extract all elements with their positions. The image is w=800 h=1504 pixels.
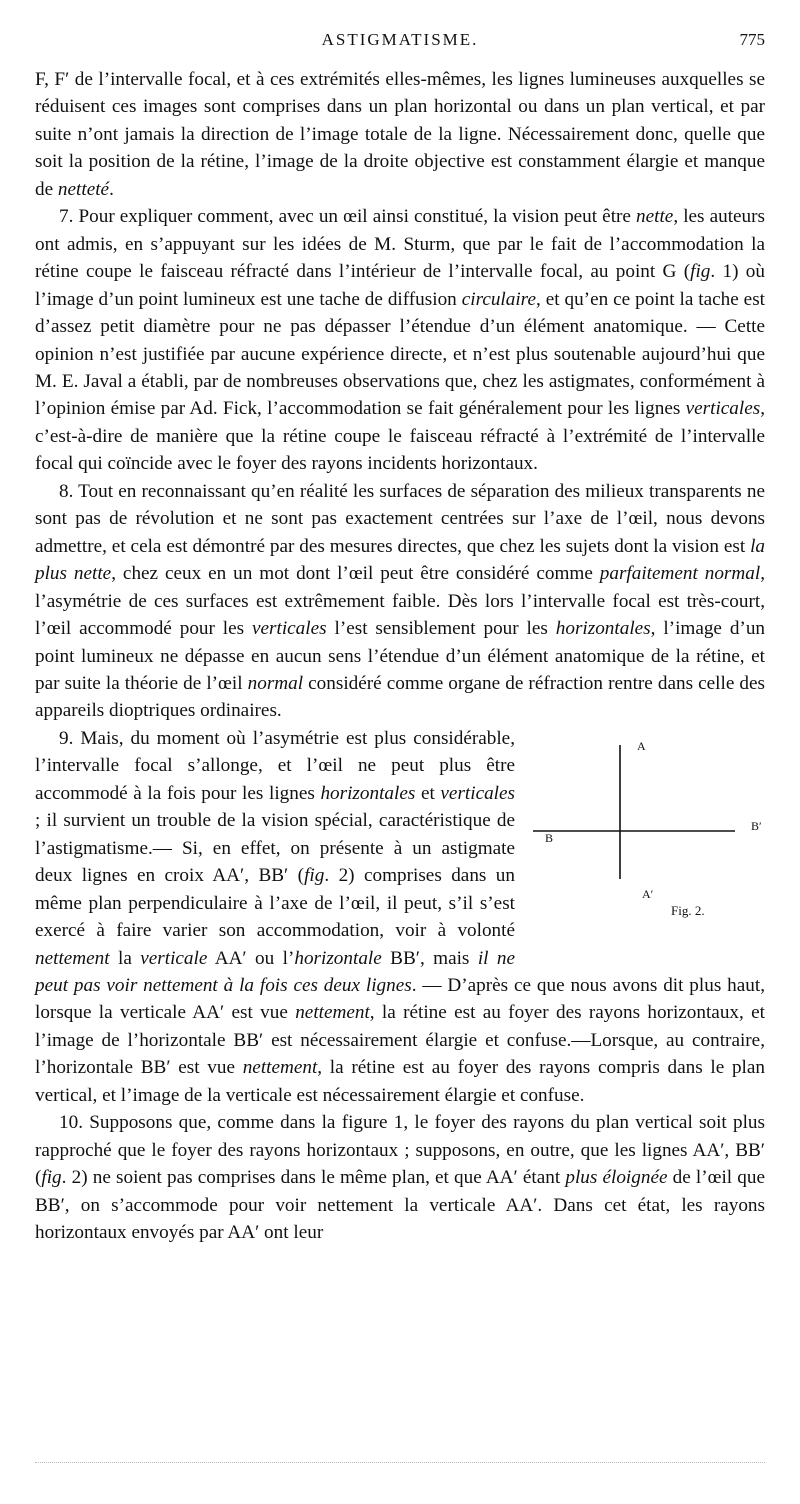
text-run: , la rétine est au foyer des rayons horizontaux, et l’image de l’horizontale BB′ est nécessairement élargie et confuse.—Lorsque, au contraire, l’horizontale BB′ est vue bbox=[35, 1002, 765, 1079]
text-run: et bbox=[415, 782, 441, 804]
italic-text: nettement bbox=[242, 1057, 318, 1079]
text-run: considéré comme organe de réfraction rentre dans celle des appareils dioptriques ordinaires. bbox=[35, 672, 765, 722]
italic-text: horizontales bbox=[320, 782, 416, 804]
page-number: 775 bbox=[739, 30, 765, 49]
text-run: F, F′ de l’intervalle focal, et à ces extrémités elles-mêmes, les lignes lumineuses auxquelles se réduisent ces images sont comprises dans un plan horizontal ou dans un plan vertical, et par suite n’ont jamais la direction de l’image totale de la ligne. Nécessairement donc, quelle que soit la position de la rétine, l’image de la droite objective est constamment élargie et manque de bbox=[35, 69, 765, 200]
page-header bbox=[35, 30, 765, 54]
text-run: . 2) comprises dans un même plan perpendiculaire à l’axe de l’œil, il peut, s’il s’est exercé à faire varier son accommodation, voir à volonté bbox=[35, 865, 515, 942]
text-run: ; il survient un trouble de la vision spécial, caractéristique de l’astigmatisme.— Si, en effet, on présente à un astigmate deux lignes en croix AA′, BB′ ( bbox=[35, 810, 515, 887]
text-run: . 2) ne soient pas comprises dans le même plan, et que AA′ étant bbox=[61, 1167, 566, 1189]
italic-text: horizontale bbox=[294, 947, 382, 969]
italic-text: normal bbox=[247, 672, 304, 694]
paragraph-7 bbox=[35, 203, 765, 478]
figure-caption: Fig. 2. bbox=[671, 902, 705, 918]
figure-label-b-prime: B′ bbox=[751, 818, 762, 833]
italic-text: nettement bbox=[35, 947, 110, 969]
italic-text: verticales bbox=[685, 398, 761, 420]
figure-label-b: B bbox=[545, 830, 554, 845]
text-run: , les auteurs ont admis, en s’appuyant sur les idées de M. Sturm, que par le fait de l’accommodation la rétine coupe le faisceau réfracté dans l’intérieur de l’intervalle focal, au point G ( bbox=[35, 206, 765, 283]
paragraph bbox=[35, 66, 765, 203]
text-run: , l’image d’un point lumineux ne dépasse en aucun sens l’étendue d’un élément anatomique de la rétine, et par suite la théorie de l’œil bbox=[35, 618, 766, 694]
text-run: , c’est-à-dire de manière que la rétine coupe le faisceau réfracté à l’extrémité de l’intervalle focal qui coïncide avec le foyer des rayons incidents horizontaux. bbox=[35, 398, 765, 475]
italic-text: nettement bbox=[295, 1002, 370, 1024]
text-run: 7. Pour expliquer comment, avec un œil ainsi constitué, la vision peut être bbox=[59, 206, 637, 228]
text-run: . 1) où l’image d’un point lumineux est une tache de diffusion bbox=[35, 261, 765, 310]
italic-text: parfaitement normal bbox=[599, 563, 761, 585]
text-run: . — D’après ce que nous avons dit plus haut, lorsque la verticale AA′ est vue bbox=[35, 974, 765, 1024]
text-run: , chez ceux en un mot dont l’œil peut être considéré comme bbox=[111, 563, 600, 585]
italic-text: horizontales bbox=[555, 618, 651, 640]
italic-text: fig bbox=[41, 1167, 62, 1189]
italic-text: nette bbox=[636, 206, 674, 228]
italic-text: verticales bbox=[252, 618, 327, 640]
italic-text: circulaire bbox=[461, 288, 536, 310]
italic-text: verticale bbox=[140, 947, 208, 969]
italic-text: plus éloignée bbox=[565, 1167, 668, 1189]
italic-text: il ne peut pas voir nettement à la fois ces deux lignes bbox=[35, 947, 515, 996]
body-text bbox=[35, 66, 765, 1246]
text-run: la bbox=[109, 947, 141, 969]
text-run: de l’œil que BB′, on s’accommode pour voir nettement la verticale AA′. Dans cet état, les rayons horizontaux envoyés par AA′ ont leur bbox=[35, 1167, 765, 1244]
text-run: . bbox=[109, 178, 114, 200]
italic-text: fig bbox=[304, 865, 325, 887]
running-title: ASTIGMATISME. bbox=[321, 30, 479, 49]
figure-label-a: A bbox=[637, 738, 646, 753]
italic-text: verticales bbox=[440, 782, 515, 804]
italic-text: fig bbox=[690, 261, 711, 283]
footer-rule bbox=[35, 1462, 765, 1464]
figure-2 bbox=[525, 729, 765, 953]
paragraph-9 bbox=[35, 725, 765, 1109]
paragraph-10 bbox=[35, 1109, 765, 1246]
italic-text: la plus nette bbox=[35, 535, 765, 585]
text-run: AA′ ou l’ bbox=[207, 947, 295, 969]
paragraph-8 bbox=[35, 478, 765, 725]
text-run: 9. Mais, du moment où l’asymétrie est plus considérable, l’intervalle focal s’allonge, et l’œil ne peut plus être accommodé à la fois pour les lignes bbox=[35, 727, 515, 804]
text-run: BB′, mais bbox=[381, 947, 478, 969]
text-run: l’est sensiblement pour les bbox=[326, 618, 556, 640]
italic-text: netteté bbox=[57, 178, 110, 200]
figure-label-a-prime: A′ bbox=[642, 886, 654, 901]
text-run: 10. Supposons que, comme dans la figure 1, le foyer des rayons du plan vertical soit plus rapproché que le foyer des rayons horizontaux ; supposons, en outre, que les lignes AA′, BB′ ( bbox=[35, 1112, 765, 1189]
text-run: , l’asymétrie de ces surfaces est extrêmement faible. Dès lors l’intervalle focal est très-court, l’œil accommodé pour les bbox=[35, 563, 765, 640]
text-run: 8. Tout en reconnaissant qu’en réalité les surfaces de séparation des milieux transparents ne sont pas de révolution et ne sont pas exactement centrées sur l’axe de l’œil, nous devons admettre, et cela est démontré par des mesures directes, que chez les sujets dont la vision est bbox=[35, 480, 765, 557]
text-run: , la rétine est au foyer des rayons compris dans le plan vertical, et l’image de la verticale est nécessairement élargie et confuse. bbox=[35, 1057, 765, 1106]
text-run: , et qu’en ce point la tache est d’assez petit diamètre pour ne pas dépasser l’étendue d’un élément anatomique. — Cette opinion n’est justifiée par aucune expérience directe, et n’est plus soutenable aujourd’hui que M. E. Javal a établi, par de nombreuses observations que, chez les astigmates, conformément à l’opinion émise par Ad. Fick, l’accommodation se fait généralement pour les lignes bbox=[35, 288, 766, 420]
